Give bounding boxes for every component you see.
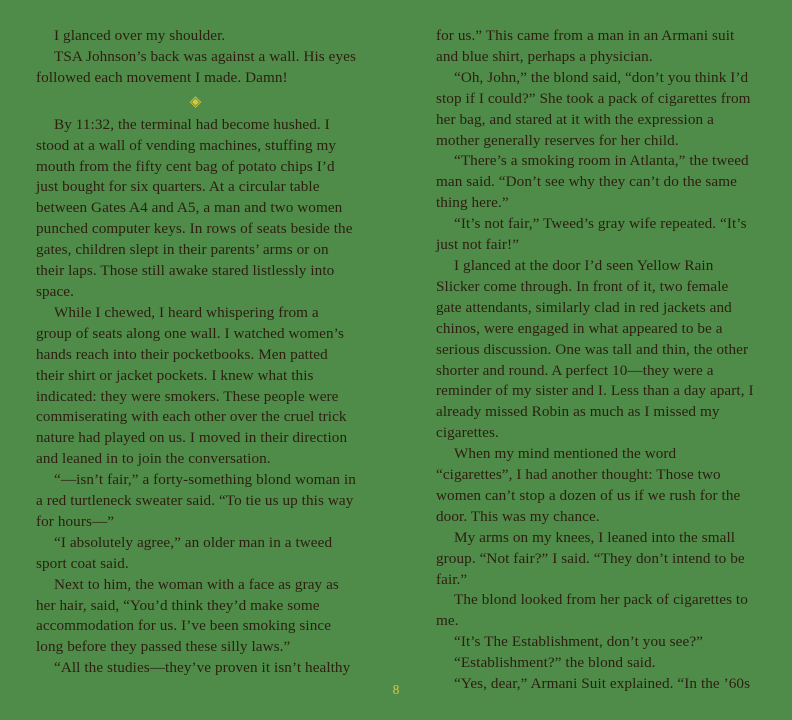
- paragraph: Next to him, the woman with a face as gray as her hair, said, “You’d think they’d make some accommodation for us. I’ve been smoking since long before they passed these silly laws.”: [36, 575, 339, 656]
- paragraph: While I chewed, I heard whispering from a group of seats along one wall. I watched women’s hands reach into their pocketbooks. Men patted their shirt or jacket pockets. I knew what this indicated: they were smokers. These people were commiserating with each other over the cruel trick nature had played on us. I moved in their direction and leaned in to join the conversation.: [36, 303, 348, 468]
- paragraph: “—isn’t fair,” a forty-something blond woman in a red turtleneck sweater said. “To tie us up this way for hours—”: [36, 471, 356, 530]
- paragraph: “I absolutely agree,” an older man in a tweed sport coat said.: [36, 533, 333, 572]
- diamond-ornament-icon: ◈: [189, 93, 203, 110]
- paragraph: My arms on my knees, I leaned into the small group. “Not fair?” I said. “They don’t intend to be fair.”: [436, 528, 745, 588]
- paragraph: TSA Johnson’s back was against a wall. His eyes followed each movement I made. Damn!: [36, 47, 356, 86]
- paragraph: “Oh, John,” the blond said, “don’t you think I’d stop if I could?” She took a pack of cigarettes from her bag, and stared at it with the expression a mother generally reserves for her child.: [436, 68, 751, 149]
- paragraph: “All the studies—they’ve proven it isn’t healthy: [54, 659, 351, 677]
- paragraph: I glanced at the door I’d seen Yellow Rain Slicker come through. In front of it, two female gate attendants, similarly clad in red jackets and chinos, were engaged in what appeared to be a serious discussion. One was tall and thin, the other shorter and round. A perfect 10—they were a reminder of my sister and I. Less than a day apart, I already missed Robin as much as I missed my cigarettes.: [436, 256, 754, 442]
- paragraph: “Yes, dear,” Armani Suit explained. “In the ’60s: [454, 675, 751, 693]
- paragraph: I glanced over my shoulder.: [54, 27, 226, 44]
- right-text-column: [436, 26, 756, 693]
- paragraph: When my mind mentioned the word “cigarettes”, I had another thought: Those two women can’t stop a dozen of us if we rush for the door. This was my chance.: [436, 445, 741, 525]
- paragraph: “It’s not fair,” Tweed’s gray wife repeated. “It’s just not fair!”: [436, 215, 747, 254]
- section-break-ornament-icon: [36, 91, 356, 113]
- paragraph: “There’s a smoking room in Atlanta,” the tweed man said. “Don’t see why they can’t do the same thing here.”: [436, 152, 749, 212]
- paragraph: “Establishment?” the blond said.: [454, 654, 656, 672]
- left-text-column: [36, 26, 356, 676]
- two-column-text-body: [36, 26, 756, 693]
- page-number: 8: [392, 682, 400, 697]
- paragraph: for us.” This came from a man in an Armani suit and blue shirt, perhaps a physician.: [436, 27, 735, 65]
- paragraph: “It’s The Establishment, don’t you see?”: [454, 633, 703, 651]
- paragraph: By 11:32, the terminal had become hushed. I stood at a wall of vending machines, stuffing my mouth from the fifty cent bag of potato chips I’d just bought for six quarters. At a circular table between Gates A4 and A5, a man and two women punched computer keys. In rows of seats beside the gates, children slept in their parents’ arms or on their laps. Those still awake stared listlessly into space.: [36, 115, 353, 300]
- paragraph: The blond looked from her pack of cigarettes to me.: [436, 591, 748, 630]
